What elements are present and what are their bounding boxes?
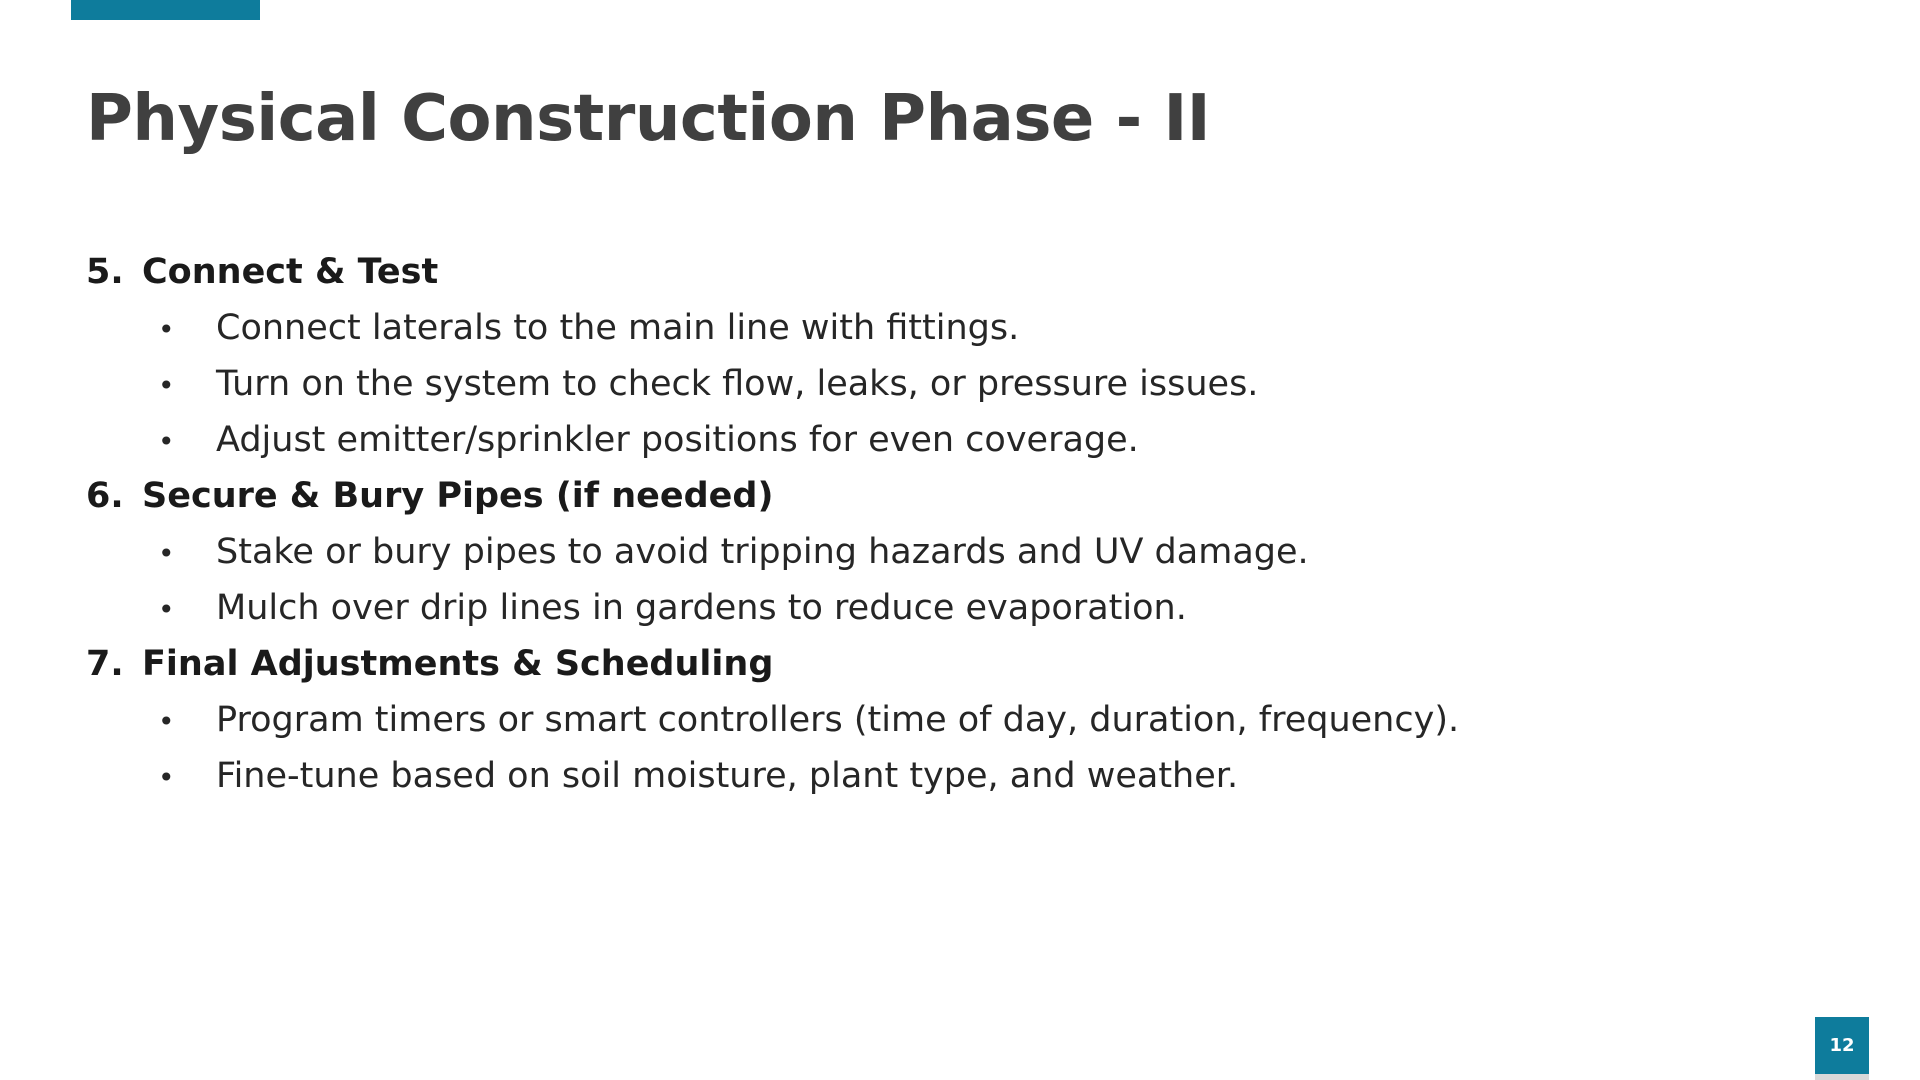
bullet-text: Stake or bury pipes to avoid tripping hazards and UV damage. <box>216 532 1309 572</box>
bullet-icon: • <box>158 593 175 626</box>
section-number: 7. <box>86 644 124 684</box>
list-item <box>86 588 1786 644</box>
list-item <box>86 756 1786 812</box>
bullet-icon: • <box>158 705 175 738</box>
section-header-secure-bury <box>86 476 1786 532</box>
bullet-text: Fine-tune based on soil moisture, plant type, and weather. <box>216 756 1239 796</box>
bullet-icon: • <box>158 313 175 346</box>
bullet-icon: • <box>158 369 175 402</box>
section-heading: Final Adjustments & Scheduling <box>142 644 774 684</box>
section-number: 5. <box>86 252 124 292</box>
bullet-text: Turn on the system to check flow, leaks, or pressure issues. <box>216 364 1259 404</box>
bullet-text: Mulch over drip lines in gardens to reduce evaporation. <box>216 588 1187 628</box>
list-item <box>86 364 1786 420</box>
list-item <box>86 308 1786 364</box>
bullet-icon: • <box>158 537 175 570</box>
list-item <box>86 700 1786 756</box>
section-header-connect-test <box>86 252 1786 308</box>
page-number-underline <box>1815 1074 1869 1080</box>
bullet-text: Adjust emitter/sprinkler positions for even coverage. <box>216 420 1139 460</box>
section-number: 6. <box>86 476 124 516</box>
bullet-icon: • <box>158 425 175 458</box>
list-item <box>86 532 1786 588</box>
bullet-text: Connect laterals to the main line with fittings. <box>216 308 1020 348</box>
slide-content <box>86 252 1786 812</box>
section-header-final-adjustments <box>86 644 1786 700</box>
section-heading: Secure & Bury Pipes (if needed) <box>142 476 774 516</box>
list-item <box>86 420 1786 476</box>
top-accent-bar <box>71 0 260 20</box>
page-number-badge: 12 <box>1815 1017 1869 1074</box>
bullet-icon: • <box>158 761 175 794</box>
slide-title: Physical Construction Phase - II <box>86 82 1211 156</box>
section-heading: Connect & Test <box>142 252 439 292</box>
bullet-text: Program timers or smart controllers (time of day, duration, frequency). <box>216 700 1460 740</box>
